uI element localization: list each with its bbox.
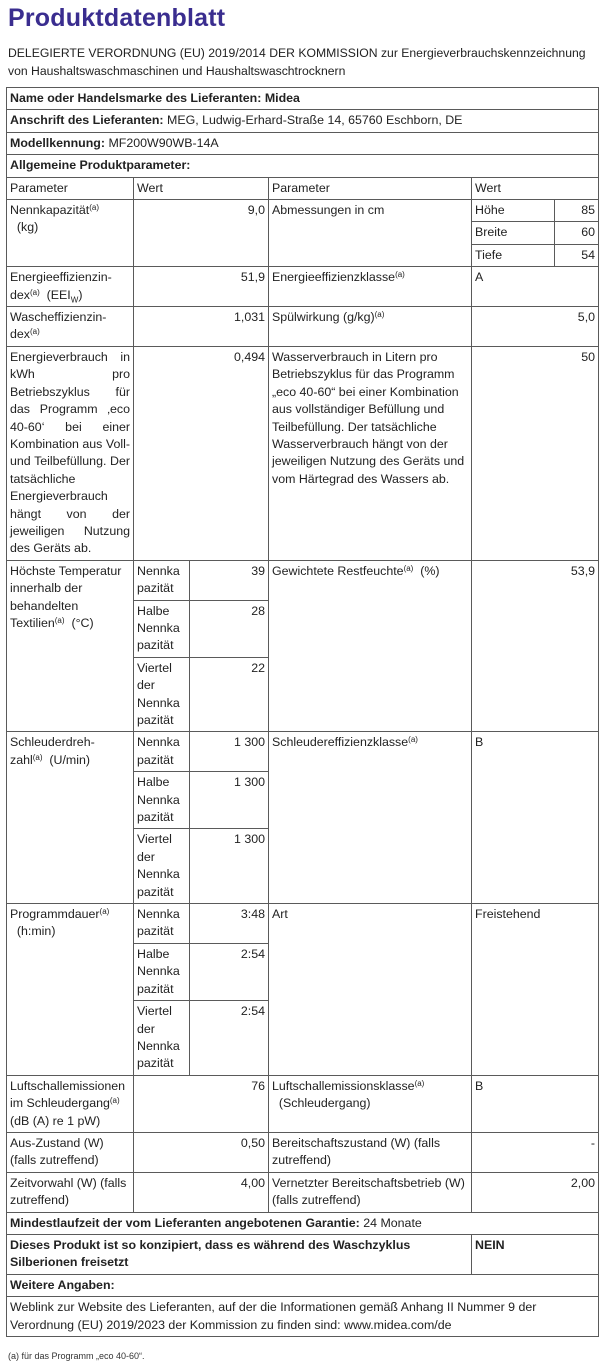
eei-abbr: (EEI [46,287,71,302]
regulation-intro: DELEGIERTE VERORDNUNG (EU) 2019/2014 DER KOMMISSION zur Energieverbrauchskennzeichnung von Haushaltswaschmaschinen und Haushaltswaschtrocknern [8,46,586,78]
further-label: Weitere Angaben: [7,1274,599,1296]
noise-row [7,1075,599,1132]
depth-label: Tiefe [472,244,555,266]
standby-value: - [472,1132,599,1172]
wash-eff-value: 1,031 [134,307,269,347]
spin-full: 1 300 [190,732,269,772]
load-quarter-label: Viertel der Nennkapazität [134,1001,190,1076]
noise-class-label-2: (Schleudergang) [278,1096,371,1111]
general-row [7,155,599,177]
moisture-unit: (%) [420,563,440,578]
rinse-label: Spülwirkung (g/kg) [272,310,375,325]
moisture-value: 53,9 [472,560,599,732]
product-table [6,87,599,1337]
dimensions-label: Abmessungen in cm [269,200,472,267]
energy-class-label: Energieeffizienzklasse [272,270,396,285]
further-row [7,1274,599,1296]
footnote: (a) für das Programm „eco 40-60“. [8,1351,145,1361]
delay-row [7,1172,599,1212]
spin-class-label: Schleudereffizienzklasse [272,735,409,750]
capacity-row [7,200,599,267]
wash-eff-row [7,307,599,347]
type-value: Freistehend [472,904,599,1076]
weblink-row [7,1297,599,1337]
temperature-sup: (a) [54,615,65,625]
duration-row-full [7,904,599,944]
spin-row-full [7,732,599,772]
noise-label: Luftschallemissionen im Schleudergang [10,1078,126,1111]
duration-full: 3:48 [190,904,269,944]
spin-class-value: B [472,732,599,904]
temperature-unit: (°C) [71,615,94,630]
spin-sup: (a) [32,752,43,762]
energy-class-sup: (a) [395,270,405,280]
water-use-value: 50 [472,346,599,560]
capacity-unit: (kg) [16,220,39,235]
noise-value: 76 [134,1075,269,1132]
model-row [7,132,599,154]
water-use-label: Wasserverbrauch in Litern pro Betriebszyklus für das Programm „eco 40-60“ bei einer Kombination aus vollständiger Befüllung und Teilbefüllung. Der tatsächliche Wasserverbrauch hängt von der jeweiligen Nutzung des Geräts und vom Härtegrad des Wassers ab. [269,346,472,560]
load-full-label: Nennkapazität [134,904,190,944]
eei-sup: (a) [29,287,40,297]
header-param2: Parameter [269,177,472,199]
capacity-value: 9,0 [134,200,269,267]
moisture-sup: (a) [403,563,414,573]
off-mode-value: 0,50 [134,1132,269,1172]
rinse-sup: (a) [374,310,385,320]
delay-start-value: 4,00 [134,1172,269,1212]
spin-half: 1 300 [190,772,269,829]
energy-use-label: Energieverbrauch in kWh pro Betriebszyklus für das Programm ‚eco 40-60‘ bei einer Kombination aus Voll- und Teilbefüllung. Der tatsächliche Energieverbrauch hängt von der jeweiligen Nutzung des Geräts ab. [7,346,134,560]
spin-quarter: 1 300 [190,829,269,904]
silver-value: NEIN [472,1234,599,1274]
temperature-row-full [7,560,599,600]
load-full-label: Nennkapazität [134,560,190,600]
energy-class-value: A [472,267,599,307]
eei-close: ) [78,287,83,302]
supplier-row [7,88,599,110]
warranty-row [7,1212,599,1234]
warranty-label: Mindestlaufzeit der vom Lieferanten angebotenen Garantie: [10,1215,360,1230]
load-quarter-label: Viertel der Nennkapazität [134,829,190,904]
duration-unit: (h:min) [16,924,56,939]
rinse-value: 5,0 [472,307,599,347]
spin-label-2: zahl [10,752,33,767]
capacity-label: Nennkapazität [10,203,90,218]
header-value2: Wert [472,177,599,199]
eei-label: Energieeffizienzin- [10,270,112,285]
duration-sup: (a) [99,907,110,917]
eei-row [7,267,599,307]
model-label: Modellkennung: [10,135,105,150]
depth-value: 54 [581,247,596,262]
eei-sub: W [70,295,79,305]
off-mode-row [7,1132,599,1172]
temperature-label: Höchste Temperatur innerhalb der behandelten Textilien [10,563,122,630]
width-value: 60 [555,222,598,244]
page-title: Produktdatenblatt [8,4,226,32]
energy-use-value: 0,494 [134,346,269,560]
temperature-half: 28 [190,600,269,657]
header-row [7,177,599,199]
supplier-value: Midea [264,91,300,105]
load-half-label: Halbe Nennkapazität [134,600,190,657]
spin-label: Schleuderdreh- [10,735,95,750]
temperature-full: 39 [190,560,269,600]
spin-unit: (U/min) [49,752,91,767]
load-full-label: Nennkapazität [134,732,190,772]
capacity-sup: (a) [89,203,99,213]
delay-start-label: Zeitvorwahl (W) (falls zutreffend) [7,1172,134,1212]
duration-half: 2:54 [190,943,269,1000]
model-value: MF200W90WB-14A [108,135,219,150]
address-label: Anschrift des Lieferanten: [10,113,164,128]
eei-label-2: dex [10,287,30,302]
weblink-text: Weblink zur Website des Lieferanten, auf der die Informationen gemäß Anhang II Nummer 9 der Verordnung (EU) 2019/2023 der Kommission zu finden sind: [10,1300,537,1332]
width-label: Breite [472,222,555,244]
temperature-quarter: 22 [190,657,269,732]
height-value: 85 [555,200,598,222]
load-quarter-label: Viertel der Nennkapazität [134,657,190,732]
silver-row [7,1234,599,1274]
networked-label: Vernetzter Bereitschaftsbetrieb (W) (falls zutreffend) [269,1172,472,1212]
header-value: Wert [134,177,269,199]
moisture-label: Gewichtete Restfeuchte [272,563,404,578]
standby-label: Bereitschaftszustand (W) (falls zutreffend) [269,1132,472,1172]
warranty-value: 24 Monate [363,1215,422,1230]
noise-class-value: B [472,1075,599,1132]
height-label: Höhe [472,200,555,222]
energy-use-row [7,346,599,560]
load-half-label: Halbe Nennkapazität [134,943,190,1000]
duration-quarter: 2:54 [190,1001,269,1076]
noise-unit: (dB (A) re 1 pW) [10,1113,101,1128]
networked-value: 2,00 [472,1172,599,1212]
wash-eff-label-2: dex [10,327,30,342]
address-value: MEG, Ludwig-Erhard-Straße 14, 65760 Eschborn, DE [167,113,463,128]
noise-sup: (a) [109,1096,120,1106]
supplier-label: Name oder Handelsmarke des Lieferanten: [10,91,262,105]
off-mode-label: Aus-Zustand (W) (falls zutreffend) [7,1132,134,1172]
spin-class-sup: (a) [408,735,418,745]
silver-label: Dieses Produkt ist so konzipiert, dass es während des Waschzyklus Silberionen freisetzt [7,1234,472,1274]
load-half-label: Halbe Nennkapazität [134,772,190,829]
dimensions-table [472,200,598,266]
duration-label: Programmdauer [10,907,100,922]
header-param: Parameter [7,177,134,199]
general-label: Allgemeine Produktparameter: [7,155,599,177]
wash-eff-sup: (a) [29,327,40,337]
address-row [7,110,599,132]
type-label: Art [269,904,472,1076]
eei-value: 51,9 [134,267,269,307]
noise-class-sup: (a) [414,1078,425,1088]
wash-eff-label: Wascheffizienzin- [10,310,107,325]
weblink-url[interactable]: www.midea.com/de [344,1317,452,1332]
noise-class-label: Luftschallemissionsklasse [272,1078,415,1093]
